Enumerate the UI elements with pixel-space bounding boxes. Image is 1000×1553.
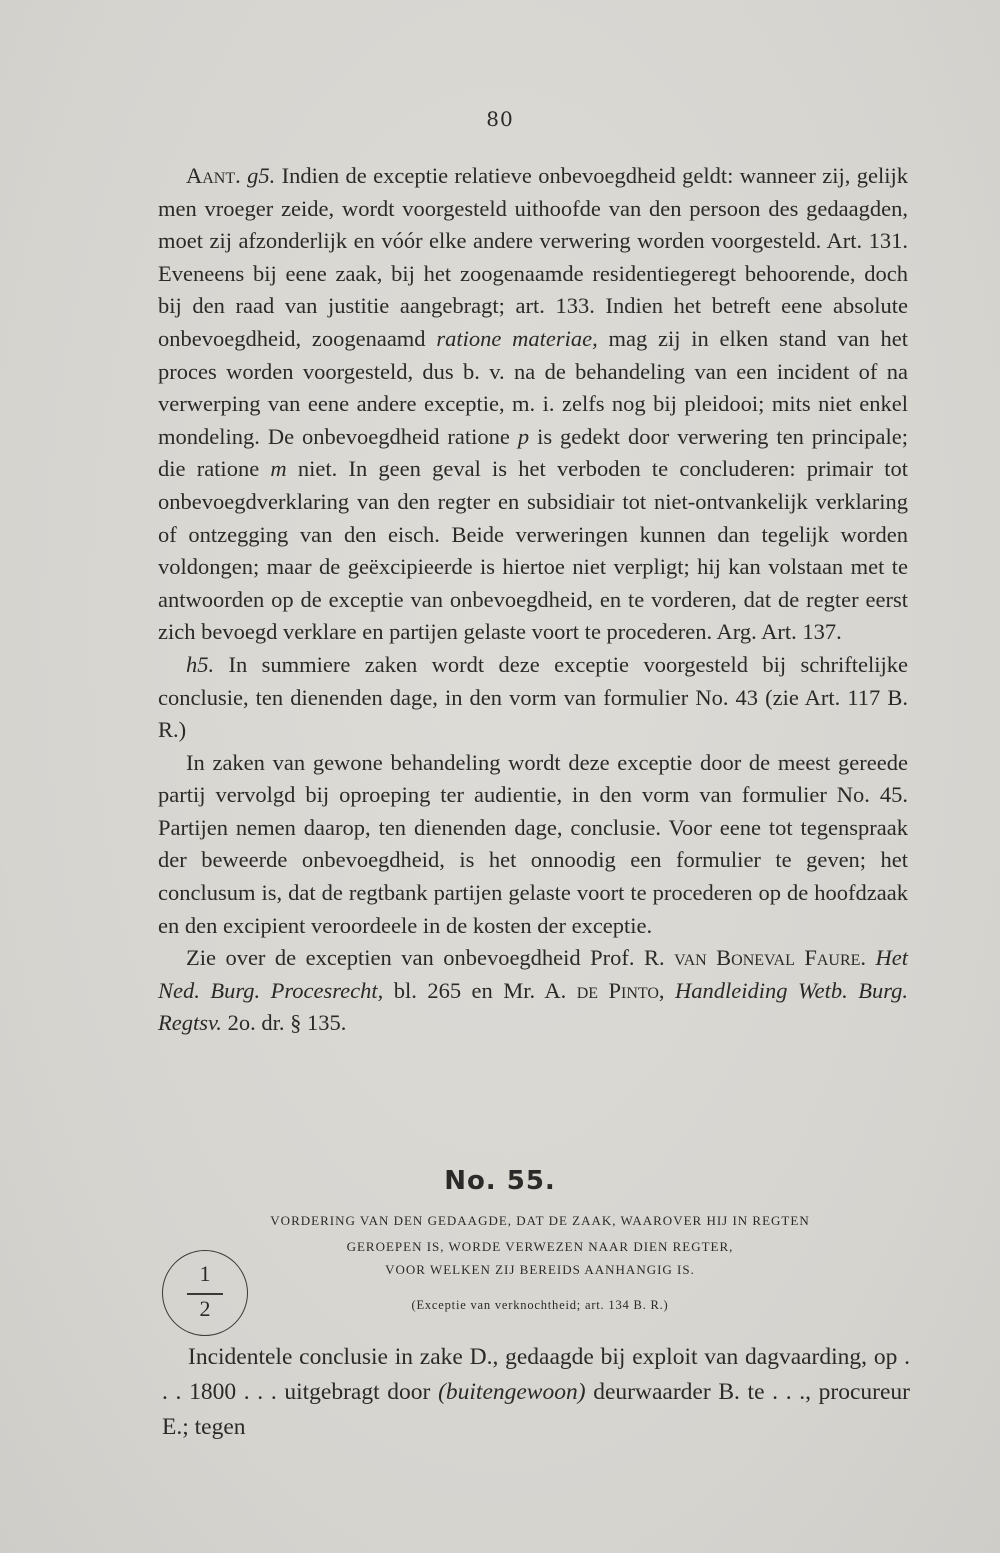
stamp-numerator: 1: [199, 1261, 211, 1286]
author-name: van Boneval Faure.: [674, 945, 867, 971]
reference-tail: 2o. dr. § 135.: [227, 1010, 347, 1036]
ratione-materiae: ratione materiae,: [436, 325, 598, 351]
paragraph-text: Indien de exceptie relatieve onbevoegdheid geldt: wanneer zij, gelijk men vroeger zeide, wordt voorgesteld uithoofde van den persoon des gedaagden, moet zij afzonderlijk en vóór elke andere verwering worden voorgesteld. Art. 131. Eveneens bij eene zaak, bij het zoogenaamde residentiegeregt behoorende, doch bij den raad van justitie aangebragt; art. 133. Indien het betreft eene absolute onbevoegdheid, zoogenaamd: [158, 163, 908, 351]
reference-lead: Zie over de exceptien van onbevoegdheid Prof. R.: [186, 945, 665, 971]
body-text: [158, 160, 908, 1040]
letter-p: p: [517, 423, 530, 449]
paragraph-gewone-behandeling: In zaken van gewone behandeling wordt deze exceptie door de meest gereede partij vervolgd bij oproeping ter audientie, in den vorm van formulier No. 45. Partijen nemen daarop, ten dienenden dage, conclusie. Voor eene tot tegenspraak der beweerde onbevoegdheid, is het onnoodig een formulier te geven; het conclusum is, dat de regtbank partijen gelaste voort te procederen op de hoofdzaak en den excipient veroordeele in de kosten der exceptie.: [158, 749, 908, 938]
g5-marker: g5.: [247, 163, 276, 188]
conclusie-paragraph: [162, 1340, 910, 1445]
paragraph-text: niet. In geen geval is het verboden te concluderen: primair tot onbevoegdverklaring van den regter en subsidiair tot niet-ontvankelijk verklaring of ontzegging van den eisch. Beide verweringen kunnen dan tegelijk worden voldongen; maar de geëxcipieerde is hiertoe niet verpligt; hij kan volstaan met te antwoorden op de exceptie van onbevoegdheid, en te vorderen, dat de regter eerst zich bevoegd verklare en partijen gelaste voort te procederen. Arg. Art. 137.: [158, 456, 908, 645]
caps-line: VOOR WELKEN ZIJ BEREIDS AANHANGIG IS.: [385, 1262, 695, 1277]
reference-mid: bl. 265 en Mr. A.: [393, 977, 567, 1003]
italic-term: (buitengewoon): [438, 1379, 586, 1405]
aant-label: Aant.: [186, 163, 241, 188]
work-title: Het Ned. Burg. Procesrecht,: [158, 945, 908, 1003]
stamp-fraction-bar: [187, 1293, 223, 1295]
work-title: Handleiding Wetb. Burg. Regtsv.: [158, 977, 909, 1036]
paragraph-text: Incidentele conclusie in zake D., gedaagde bij exploit van dagvaarding, op . . . 1800 . . . uitgebragt door: [162, 1344, 910, 1405]
caps-line: VORDERING VAN DEN GEDAAGDE, DAT DE ZAAK, WAAROVER HIJ IN REGTEN: [270, 1213, 810, 1228]
bottom-text: [162, 1340, 910, 1445]
paragraph-text: mag zij in elken stand van het proces worden voorgesteld, dus b. v. na de behandeling van een incident of na verwerping van eene andere exceptie, m. i. zelfs nog bij pleidooi; mits niet enkel mondeling. De onbevoegdheid ratione: [158, 325, 909, 449]
page-number: 80: [486, 107, 514, 131]
paragraph-text: deurwaarder B. te . . ., procureur E.; tegen: [162, 1379, 910, 1440]
caps-line: GEROEPEN IS, WORDE VERWEZEN NAAR DIEN REGTER,: [346, 1239, 734, 1254]
paragraph-g5: [158, 160, 908, 649]
paragraph-h5: [158, 649, 908, 747]
paragraph-references: [158, 942, 908, 1040]
paragraph-text: In summiere zaken wordt deze exceptie voorgesteld bij schriftelijke conclusie, ten dienenden dage, in den vorm van formulier No. 43 (zie Art. 117 B. R.): [158, 651, 908, 743]
stamp-denominator: 2: [199, 1296, 211, 1321]
author-name: de Pinto,: [576, 977, 665, 1003]
section-heading: No. 55.: [444, 1166, 556, 1196]
exceptie-reference: (Exceptie van verknochtheid; art. 134 B. R.): [411, 1298, 669, 1312]
letter-m: m: [270, 456, 287, 482]
fraction-stamp: [162, 1250, 248, 1336]
h5-marker: h5.: [186, 651, 215, 677]
paragraph-text: is gedekt door verwering ten principale; die ratione: [158, 423, 909, 482]
